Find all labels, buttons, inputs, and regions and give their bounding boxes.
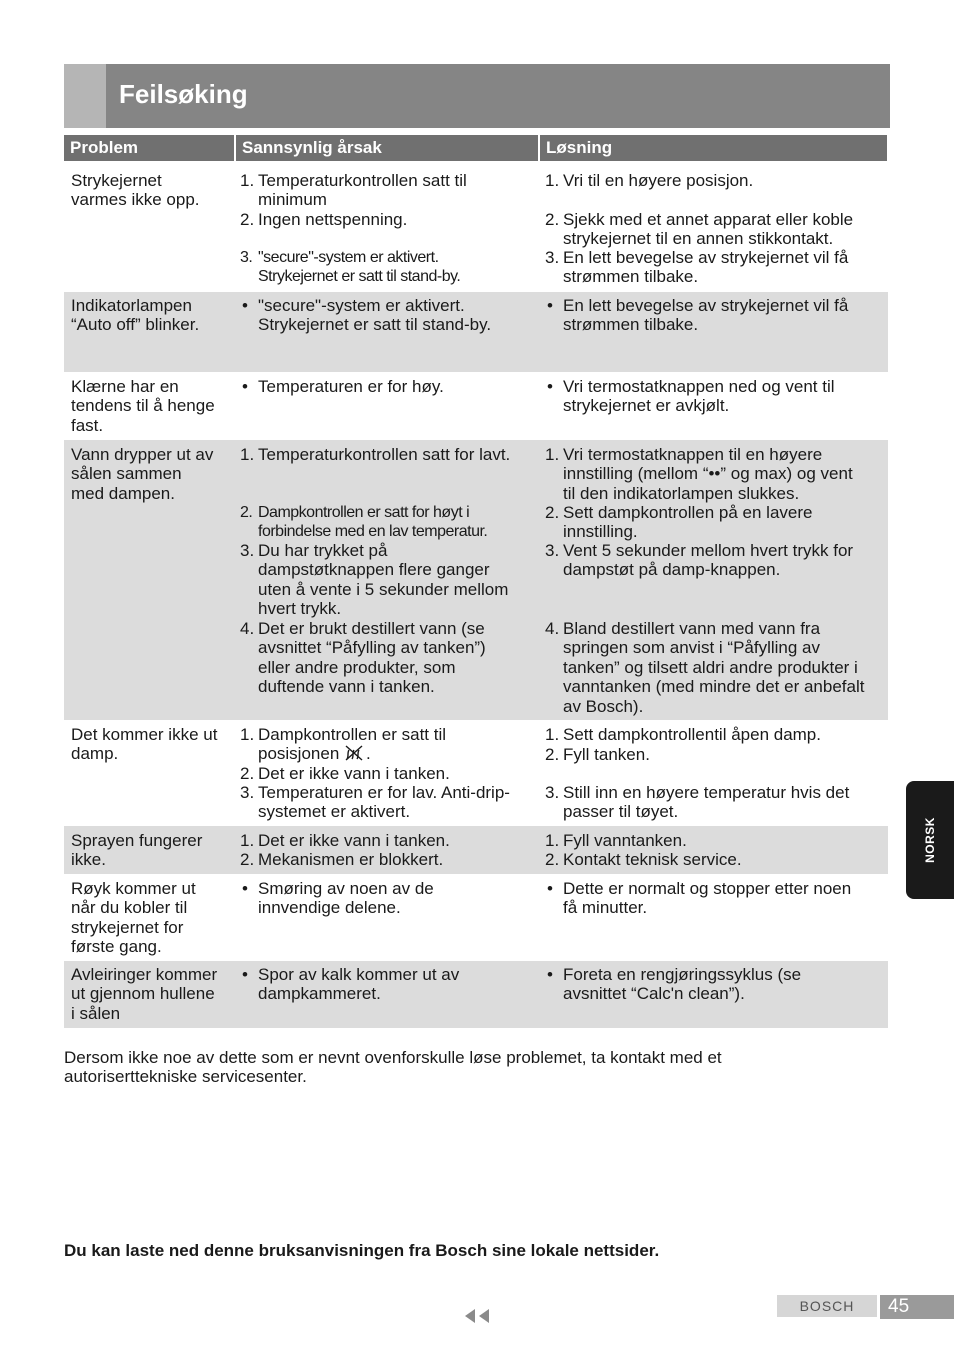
item-marker: • [547,377,553,396]
item-text [258,619,486,697]
problem-cell [71,296,233,335]
cause-item [240,445,534,464]
item-line: forbindelse med en lav temperatur. [258,523,488,541]
item-line: Foreta en rengjøringssyklus (se [563,965,802,984]
item-line: strykejernet er avkjølt. [563,396,730,416]
footer-brand: BOSCH [777,1295,877,1317]
item-marker: 3. [545,541,560,560]
item-marker: 2. [545,850,560,869]
item-marker: 1. [545,725,560,744]
item-line: "secure"-system er aktivert. [258,296,465,315]
problem-line: med dampen. [71,483,175,503]
item-marker: 3. [545,248,560,267]
item-line: strykejernet til en annen stikkontakt. [563,229,834,249]
item-line: eller andre produkter, som [258,657,456,677]
item-marker: 1. [240,831,255,850]
item-text [258,503,487,542]
item-marker: • [242,965,248,984]
cause-item [240,879,534,918]
item-text [258,377,444,396]
item-line: Vent 5 sekunder mellom hvert trykk for [563,541,854,560]
solution-item [545,377,885,416]
item-line: innvendige delene. [258,898,401,918]
item-line: avsnittet “Påfylling av tanken”) [258,638,486,658]
item-text [258,296,491,335]
item-text [258,879,434,918]
item-text [258,171,467,210]
problem-cell [71,965,233,1023]
item-line: duftende vann i tanken. [258,677,435,697]
item-line: strømmen tilbake. [563,315,699,335]
item-marker: • [547,879,553,898]
item-line-text: . [366,744,371,764]
item-line: Du har trykket på [258,541,388,560]
cause-item [240,171,534,210]
item-line: avsnittet “Calc'n clean”). [563,984,745,1004]
problem-line: sålen sammen [71,464,182,484]
item-line: Kontakt teknisk service. [563,850,742,869]
solution-item [545,503,885,542]
problem-line: Sprayen fungerer [71,831,203,850]
solution-item [545,445,885,503]
item-line: Ingen nettspenning. [258,210,408,229]
item-text [563,171,753,190]
problem-cell [71,445,233,503]
item-text [563,619,864,716]
problem-line: Avleiringer kommer [71,965,218,984]
cause-item [240,296,534,335]
item-line: Strykejernet er satt til stand-by. [258,315,492,335]
problem-cell [71,831,233,870]
item-line: Det er ikke vann i tanken. [258,831,450,850]
item-line: Mekanismen er blokkert. [258,850,444,869]
item-marker: 1. [545,445,560,464]
problem-line: Det kommer ikke ut [71,725,218,744]
item-line: strømmen tilbake. [563,267,699,287]
problem-line: varmes ikke opp. [71,190,200,210]
problem-cell [71,171,233,210]
item-text [258,445,510,464]
cause-item [240,541,534,619]
solution-item [545,965,885,1004]
language-tab-label: NORSK [923,817,937,863]
problem-line: fast. [71,415,104,435]
item-text [563,879,851,918]
item-line: av Bosch). [563,696,644,716]
problem-cell [71,377,233,435]
item-line: dampstøtknappen flere ganger [258,560,490,580]
item-line: Still inn en høyere temperatur hvis det [563,783,850,802]
page-number: 45 [880,1295,954,1319]
item-line: En lett bevegelse av strykejernet vil få [563,296,849,315]
item-text [563,831,687,850]
item-marker: 3. [240,249,253,266]
item-text [258,965,459,1004]
item-line: Sett dampkontrollentil åpen damp. [563,725,821,744]
solution-item [545,619,885,716]
solution-item [545,210,885,249]
contact-note-line: Dersom ikke noe av dette som er nevnt ovenforskulle løse problemet, ta kontakt med et [64,1048,722,1067]
item-marker: • [547,965,553,984]
item-text [563,725,821,744]
cause-item [240,619,534,697]
item-marker: 1. [240,445,255,464]
item-line: vanntanken (med mindre det er anbefalt [563,677,865,697]
item-marker: 2. [545,210,560,229]
item-line [258,744,446,763]
title-bar [64,64,890,128]
item-line: Strykejernet er satt til stand-by. [258,268,461,286]
cause-item [240,783,534,822]
item-line: Sett dampkontrollen på en lavere [563,503,813,522]
problem-line: strykejernet for [71,917,184,937]
problem-line: i sålen [71,1003,121,1023]
problem-line: Strykejernet [71,171,162,190]
item-line: Temperaturen er for lav. Anti-drip- [258,783,510,802]
item-line: systemet er aktivert. [258,802,411,822]
item-text [258,210,407,229]
problem-line: Indikatorlampen [71,296,192,315]
item-line: Det er ikke vann i tanken. [258,764,450,783]
item-text [258,850,443,869]
download-notice: Du kan laste ned denne bruksanvisningen fra Bosch sine lokale nettsider. [64,1241,660,1260]
solution-item [545,725,885,744]
problem-line: ikke. [71,850,106,870]
item-line: Spor av kalk kommer ut av [258,965,460,984]
cause-item [240,764,534,783]
contact-note-line: autoriserttekniske servicesenter. [64,1067,307,1087]
problem-line: tendens til å henge [71,396,215,416]
problem-line: damp. [71,744,119,764]
item-marker: • [242,296,248,315]
problem-line: Røyk kommer ut [71,879,196,898]
solution-item [545,783,885,822]
item-marker: 2. [240,850,255,869]
item-text [563,248,848,287]
item-line: Fyll vanntanken. [563,831,687,850]
cause-item [240,377,534,396]
item-text [563,783,849,822]
item-text [563,445,853,503]
item-line: Dampkontrollen er satt til [258,725,447,744]
item-line: Dampkontrollen er satt for høyt i [258,504,470,521]
item-line: springen som anvist i “Påfylling av [563,638,821,658]
cause-item [240,725,534,764]
item-marker: 3. [545,783,560,802]
item-text [563,296,848,335]
item-text [563,745,650,764]
solution-item [545,171,885,190]
item-line: dampkammeret. [258,984,381,1004]
solution-item [545,831,885,850]
problem-line: Vann drypper ut av [71,445,214,464]
language-tab [906,781,954,899]
item-marker: 2. [240,764,255,783]
solution-item [545,296,885,335]
problem-cell [71,879,233,957]
item-marker: • [242,879,248,898]
item-text [258,783,510,822]
item-marker: 4. [545,619,560,638]
item-line: tanken” og tilsett aldri andre produkter i [563,657,858,677]
problem-line: “Auto off” blinker. [71,315,200,335]
column-header-problem: Problem [64,135,234,161]
cause-item [240,850,534,869]
cause-item [240,248,534,287]
item-line: Sjekk med et annet apparat eller koble [563,210,854,229]
contact-note [64,1048,824,1087]
solution-item [545,248,885,287]
item-text [563,210,853,249]
item-line: Smøring av noen av de [258,879,434,898]
item-text [258,248,460,287]
item-line: "secure"-system er aktivert. [258,249,439,266]
item-line: Vri termostatknappen ned og vent til [563,377,835,396]
item-text [258,764,450,783]
item-line: Temperaturen er for høy. [258,377,444,396]
item-line: Temperaturkontrollen satt til [258,171,467,190]
item-line: passer til tøyet. [563,802,679,822]
item-line: Det er brukt destillert vann (se [258,619,485,638]
title-accent [64,64,106,128]
cause-item [240,831,534,850]
problem-line: når du kobler til [71,898,188,918]
item-text [563,541,853,580]
item-text [258,725,446,764]
column-header-solution: Løsning [540,135,887,161]
item-marker: 3. [240,541,255,560]
solution-item [545,745,885,764]
solution-item [545,541,885,580]
item-line: til den indikatorlampen slukkes. [563,483,800,503]
problem-line: ut gjennom hullene [71,984,215,1004]
cause-item [240,210,534,229]
solution-item [545,850,885,869]
item-line: Fyll tanken. [563,745,650,764]
problem-cell [71,725,233,764]
column-header-cause: Sannsynlig årsak [236,135,538,161]
item-line: uten å vente i 5 sekunder mellom [258,579,509,599]
cause-item [240,503,534,542]
page-title: Feilsøking [119,79,248,109]
problem-line: Klærne har en [71,377,179,396]
item-text [258,541,508,619]
item-line-text: posisjonen [258,744,345,764]
item-marker: 1. [240,171,255,190]
problem-line: første gang. [71,937,162,957]
item-line: Bland destillert vann med vann fra [563,619,821,638]
item-marker: • [242,377,248,396]
item-marker: 2. [240,504,253,521]
item-marker: • [547,296,553,315]
item-line: innstilling (mellom “••” og max) og vent [563,464,853,484]
item-line: dampstøt på damp-knappen. [563,560,781,580]
item-line: Vri til en høyere posisjon. [563,171,754,190]
item-text [563,503,813,542]
item-line: innstilling. [563,522,638,542]
item-text [258,831,450,850]
item-line: Temperaturkontrollen satt for lavt. [258,445,511,464]
item-marker: 2. [240,210,255,229]
item-line: hvert trykk. [258,599,342,619]
cause-item [240,965,534,1004]
item-marker: 2. [545,503,560,522]
item-line: Dette er normalt og stopper etter noen [563,879,852,898]
item-marker: 4. [240,619,255,638]
item-text [563,377,835,416]
item-marker: 1. [545,831,560,850]
item-text [563,965,801,1004]
item-marker: 2. [545,745,560,764]
item-line: En lett bevegelse av strykejernet vil få [563,248,849,267]
item-line: Vri termostatknappen til en høyere [563,445,823,464]
item-text [563,850,742,869]
item-line: få minutter. [563,898,648,918]
item-line: minimum [258,190,327,210]
back-arrows-icon [463,1308,491,1324]
solution-item [545,879,885,918]
steam-off-icon [344,744,366,762]
item-marker: 1. [240,725,255,744]
item-marker: 1. [545,171,560,190]
item-marker: 3. [240,783,255,802]
